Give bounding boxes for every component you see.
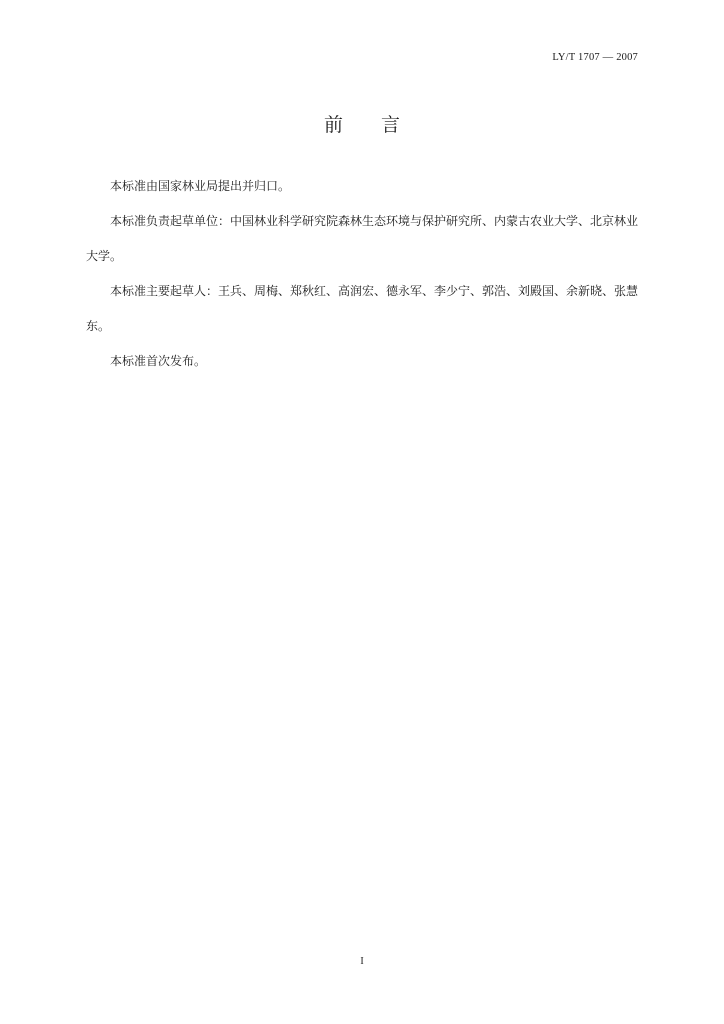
document-code-header: LY/T 1707 — 2007 xyxy=(552,52,638,63)
page-title: 前 言 xyxy=(323,114,400,136)
paragraph-drafting-units: 本标准负责起草单位：中国林业科学研究院森林生态环境与保护研究所、内蒙古农业大学、北京林业大学。 xyxy=(86,214,639,263)
page-number: I xyxy=(360,956,364,967)
paragraph-first-release: 本标准首次发布。 xyxy=(110,354,207,368)
foreword-body xyxy=(86,169,638,379)
paragraph-drafters: 本标准主要起草人：王兵、周梅、郑秋红、高润宏、德永军、李少宁、郭浩、刘殿国、余新晓、张慧东。 xyxy=(86,284,639,333)
paragraph-proposer: 本标准由国家林业局提出并归口。 xyxy=(110,179,291,193)
